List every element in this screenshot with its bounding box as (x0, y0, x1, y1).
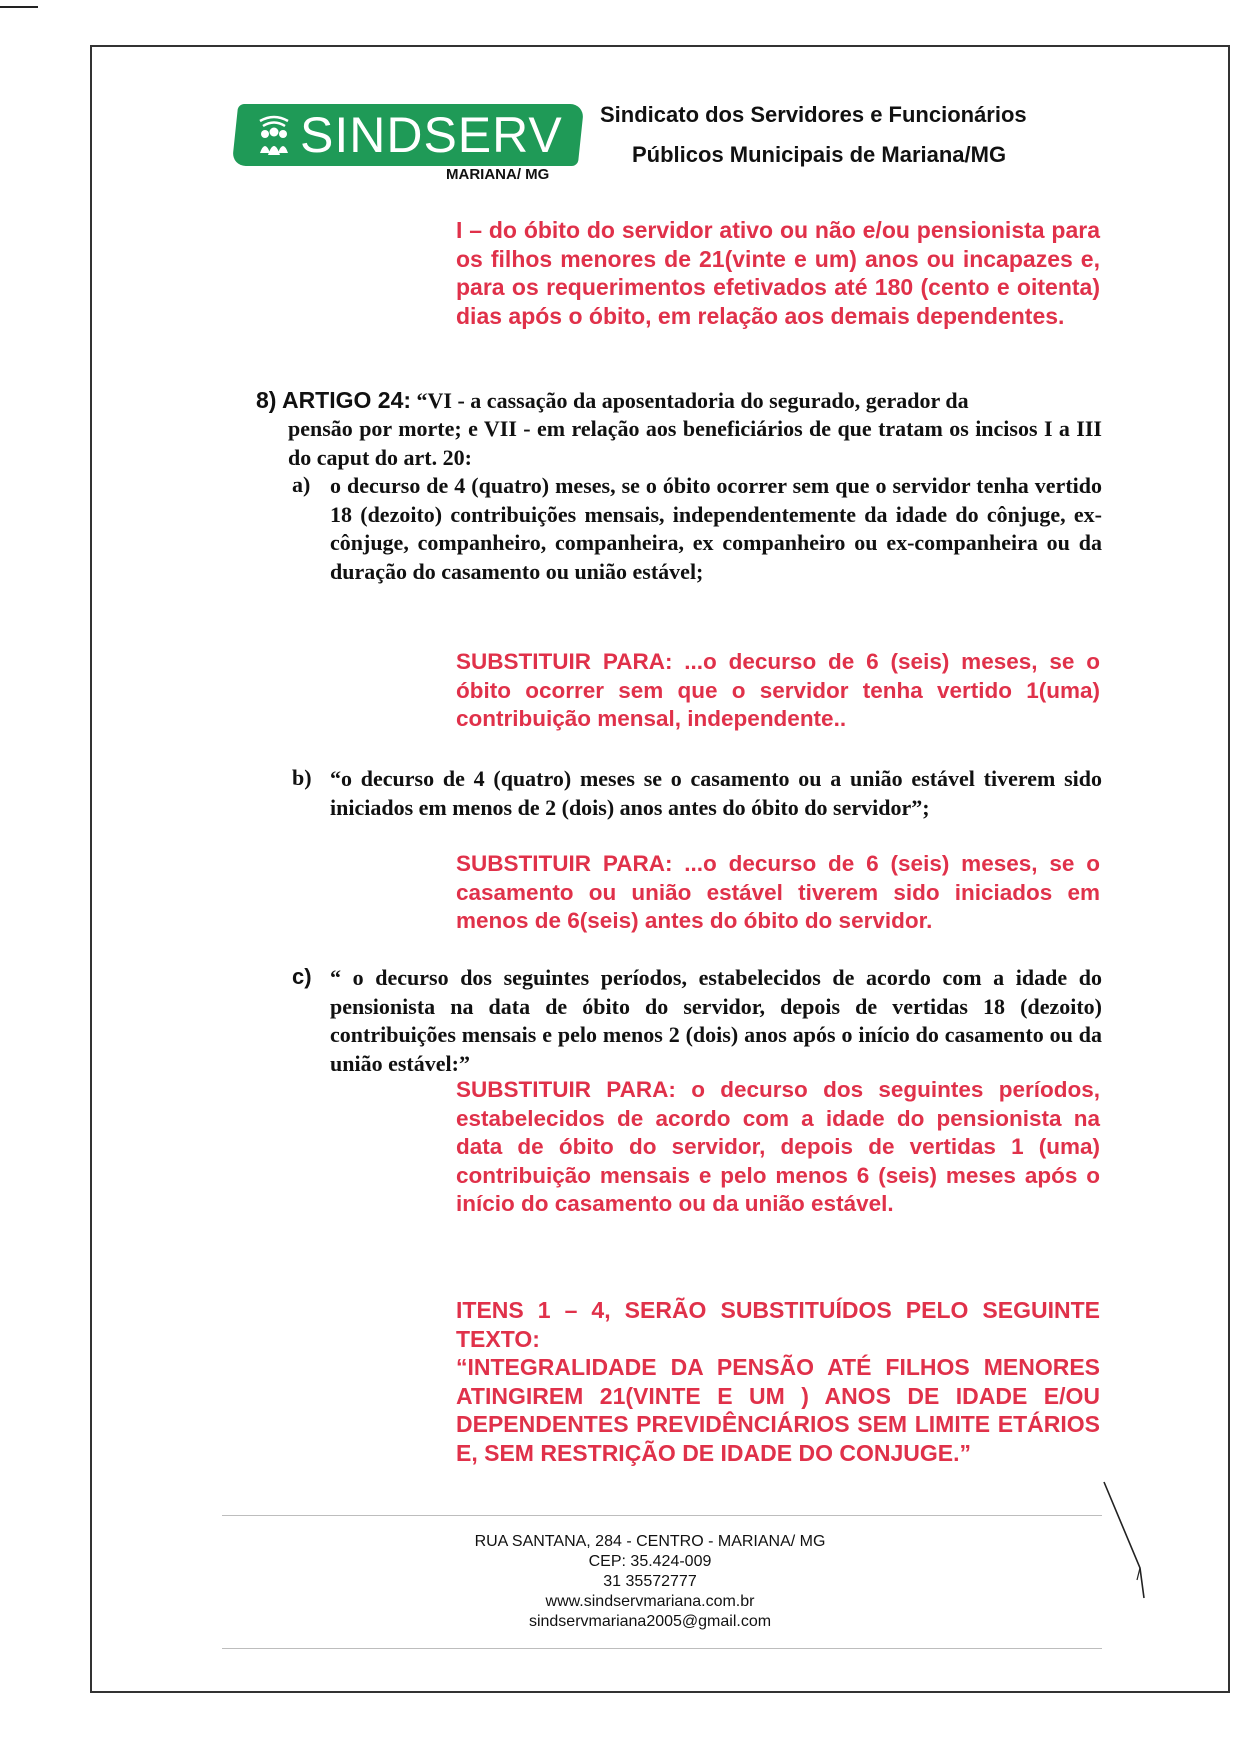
article-intro-continuation: pensão por morte; e VII - em relação aos beneficiários de que tratam os incisos I a III do caput do art. 20: (288, 416, 1102, 470)
sindserv-logo (232, 104, 585, 166)
item-b-substitute: SUBSTITUIR PARA: ...o decurso de 6 (seis) meses, se o casamento ou união estável tiverem sido iniciados em menos de 6(seis) antes do óbito do servidor. (456, 851, 1100, 933)
item-c-text: “ o decurso dos seguintes períodos, estabelecidos de acordo com a idade do pensionista na data de óbito do servidor, depois de vertidas 18 (dezoito) contribuições mensais e pelo menos 2 (dois) anos após o início do casamento ou da união estável:” (330, 965, 1102, 1076)
item-a-letter: a) (292, 472, 311, 497)
article-number: 8) (256, 387, 277, 413)
footer-email: sindservmariana2005@gmail.com (528, 1613, 772, 1630)
article-24-heading (256, 386, 1102, 416)
final-replacement-block (456, 1296, 1100, 1467)
footer-address: RUA SANTANA, 284 - CENTRO - MARIANA/ MG (474, 1533, 826, 1550)
logo-subtitle: MARIANA/ MG (446, 166, 550, 183)
article-intro: “VI - a cassação da aposentadoria do segurado, gerador da (416, 388, 969, 413)
people-icon (254, 113, 294, 157)
final-heading: ITENS 1 – 4, SERÃO SUBSTITUÍDOS PELO SEGUINTE TEXTO: (456, 1297, 1100, 1352)
signature-mark (1100, 1480, 1150, 1600)
item-c-letter: c) (292, 964, 312, 989)
logo-wordmark: SINDSERV (299, 107, 563, 163)
item-c-substitute: SUBSTITUIR PARA: o decurso dos seguintes períodos, estabelecidos de acordo com a idade do pensionista na data de óbito do servidor, depois de vertidas 1 (uma) contribuição mensais e pelo menos 6 (seis) meses após o início do casamento ou da união estável. (456, 1077, 1100, 1216)
final-text: “INTEGRALIDADE DA PENSÃO ATÉ FILHOS MENORES ATINGIREM 21(VINTE E UM ) ANOS DE IDADE E/OU DEPENDENTES PREVIDÊNCIÁRIOS SEM LIMITE ETÁRIOS E, SEM RESTRIÇÃO DE IDADE DO CONJUGE.” (456, 1354, 1100, 1466)
item-a-substitute: SUBSTITUIR PARA: ...o decurso de 6 (seis) meses, se o óbito ocorrer sem que o servidor tenha vertido 1(uma) contribuição mensal, independente.. (456, 649, 1100, 731)
footer-cep: CEP: 35.424-009 (588, 1553, 712, 1570)
item-one-paragraph: I – do óbito do servidor ativo ou não e/ou pensionista para os filhos menores de 21(vinte e um) anos ou incapazes e, para os requerimentos efetivados até 180 (cento e oitenta) dias após o óbito, em relação aos demais dependentes. (456, 217, 1100, 329)
org-name-line2: Públicos Municipais de Mariana/MG (632, 142, 1007, 167)
footer-top-rule (222, 1515, 1102, 1516)
footer-contact (440, 1532, 860, 1632)
org-name-line1: Sindicato dos Servidores e Funcionários (600, 102, 1027, 127)
article-title: ARTIGO 24: (281, 387, 412, 413)
footer-website: www.sindservmariana.com.br (545, 1593, 755, 1610)
footer-bottom-rule (222, 1648, 1102, 1649)
item-b-text: “o decurso de 4 (quatro) meses se o casamento ou a união estável tiverem sido iniciados em menos de 2 (dois) anos antes do óbito do servidor”; (330, 766, 1102, 820)
item-a-text: o decurso de 4 (quatro) meses, se o óbito ocorrer sem que o servidor tenha vertido 18 (dezoito) contribuições mensais, independentemente da idade do cônjuge, ex-cônjuge, companheiro, companheira, ex companheiro ou ex-companheira ou da duração do casamento ou união estável; (330, 473, 1102, 584)
footer-phone: 31 35572777 (603, 1573, 697, 1590)
item-b-letter: b) (292, 765, 312, 790)
scan-corner-mark (0, 6, 38, 8)
